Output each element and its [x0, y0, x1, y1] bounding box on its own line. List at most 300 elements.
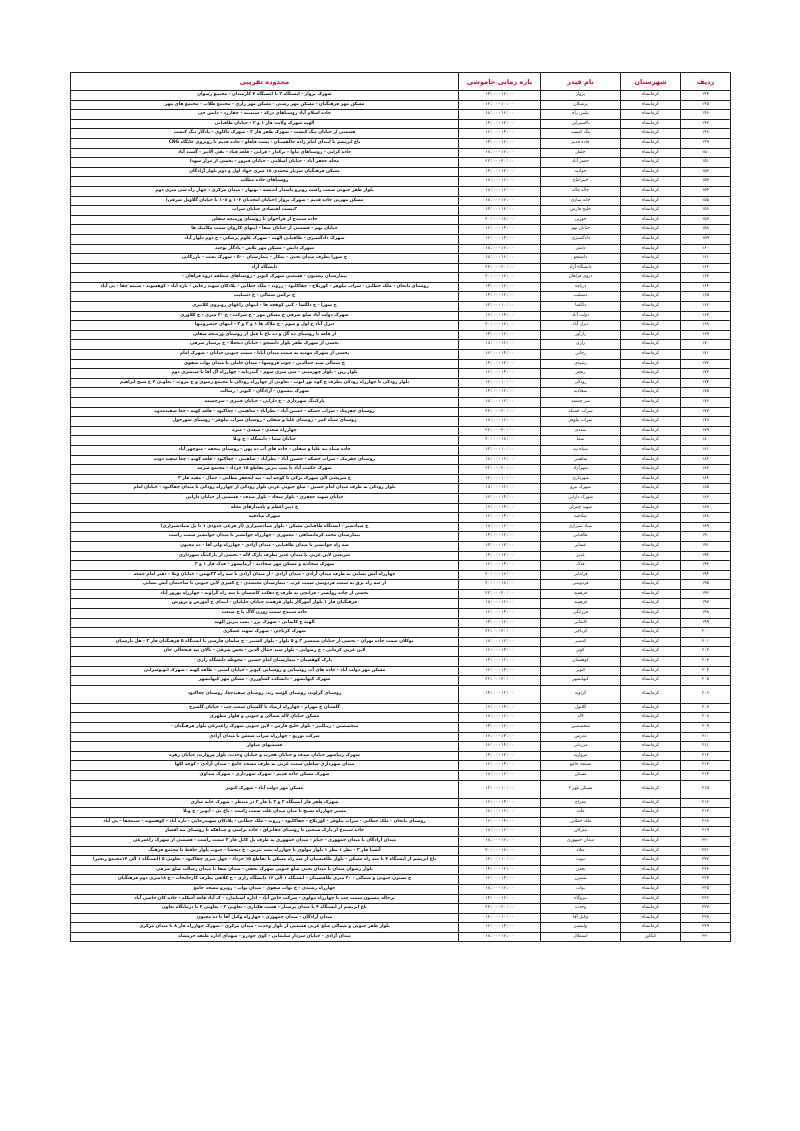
row-area: توکلان سمت جاده تهران - بخشی از خیابان شمشیر ۲ و ۵ بلوار - بلوار کسنبر - خ سلمان فارسی تا ایستگاه ۵ فرهنگیان فاز ۲ - هل پارسیان: [71, 637, 459, 647]
row-index: ۱۷۶: [681, 398, 731, 408]
row-city: کرمانشاه: [621, 551, 681, 561]
table-row: [71, 350, 731, 360]
table-row: [71, 330, 731, 340]
row-area: چهارراه رشیدی - خ نواب صفوی - میدان نواب - روبرو مسجد جامع: [71, 884, 459, 894]
row-time: ۱۴:۰۰-۱۲:۰۰: [459, 119, 541, 129]
row-city: کرمانشاه: [621, 618, 681, 628]
row-area: مسکن مهرنی جاده قدیم - شهرک پرواز (خیابان امجدیان ۱۰۶ و ۱۰۸ تا خیابان گلاویل شرقی): [71, 196, 459, 206]
row-area: ۲بیست اقتصادی خیابان سراب: [71, 206, 459, 216]
row-feeder: دروی فراهان: [541, 273, 621, 283]
table-row: [71, 225, 731, 235]
row-area: بخشی از جاده روانسر - فرانچی به طرف خ دهکده کاشسان تا سه راه گراونه - چهارراه نوروز آباد: [71, 589, 459, 599]
row-city: کرمانشاه: [621, 196, 681, 206]
row-feeder: صادقیه: [541, 513, 621, 523]
row-feeder: رنجبر: [541, 369, 621, 379]
row-index: ۲۲۶: [681, 894, 731, 904]
row-feeder: چاله چاله: [541, 186, 621, 196]
row-index: ۱۵۴: [681, 186, 731, 196]
row-city: کرمانشاه: [621, 703, 681, 713]
table-row: [71, 119, 731, 129]
table-row: [71, 110, 731, 120]
row-area: پارکینگ شهرداری - خ دارایی - خیابان قنبری - سرچشمه: [71, 398, 459, 408]
row-area: جاده سنندج از پارک صنعتی تا روستای چقاتراق - جاده تراسی و سیاهکه تا روستای تپه اقشار: [71, 827, 459, 837]
row-area: شریعتی لاین غربی تا میدان غدیر بطرف پارک لاله - بخشی از پارکینگ شهرداری: [71, 551, 459, 561]
row-area: چهارراه سعدی - سعدی - منزه: [71, 426, 459, 436]
row-area: پارک کوهستان - بیمارستان امام حسین - محوطه دانشگاه رازی: [71, 657, 459, 667]
table-row: [71, 474, 731, 484]
table-row: [71, 532, 731, 542]
row-feeder: نواب: [541, 884, 621, 894]
row-area: خ شورا بطرف میدان تختی - تمکار - بیمارستان ۵۰۰ - شهرک بعثت - بازرگانی: [71, 254, 459, 264]
row-city: کرمانشاه: [621, 647, 681, 657]
row-feeder: شهرآزاد: [541, 465, 621, 475]
table-row: [71, 177, 731, 187]
row-index: ۲۲۷: [681, 904, 731, 914]
row-city: کرمانشاه: [621, 884, 681, 894]
row-area: بخشی از شهرک مهدیه به سمت میدان آبانا - سمت جنوبی خیابان - شهرک امام: [71, 350, 459, 360]
row-area: بلوار ظفر جنوبی سمت راست روبرو پاسدار اندیشه - نوبهار - میدان مرکزی - چهار راه سی متری دوم: [71, 186, 459, 196]
row-time: ۱۸:۰۰-۱۶:۰۰: [459, 417, 541, 427]
row-time: ۲۰:۰۰-۱۸:۰۰: [459, 570, 541, 580]
row-time: ۱۴:۰۰-۱۲:۰۰: [459, 282, 541, 292]
row-city: کنگاور: [621, 932, 681, 942]
row-time: ۱۴:۰۰-۱۲:۰۰: [459, 167, 541, 177]
row-time: ۱۶:۰۰-۱۴:۰۰: [459, 923, 541, 933]
row-feeder: مسجد جامع: [541, 761, 621, 771]
row-index: ۱۵۲: [681, 167, 731, 177]
row-area: الهیه خ کاشانی - شهرک ترز - پمپ بنزین الهیه: [71, 618, 459, 628]
row-area: گلستان خ مهرام - چهارراه ارشاد تا گلستان سمت چپ - خیابان گلسرخ: [71, 703, 459, 713]
row-feeder: کوثر: [541, 647, 621, 657]
table-row: [71, 196, 731, 206]
table-row: [71, 484, 731, 494]
row-feeder: ملک خطابی: [541, 817, 621, 827]
row-feeder: فرهمند: [541, 599, 621, 609]
table-row: [71, 808, 731, 818]
table-row: [71, 167, 731, 177]
row-area: خ دبیر اعظم و پاسدارهای محله: [71, 503, 459, 513]
row-feeder: پلیس راه: [541, 110, 621, 120]
row-area: خ شمالی سید جمالدین - چوب فروشها - میدان جلیلی تا میدان نواب صفوی: [71, 359, 459, 369]
row-time: ۱۶:۰۰-۱۴:۰۰: [459, 129, 541, 139]
row-city: کرمانشاه: [621, 522, 681, 532]
table-row: [71, 761, 731, 771]
row-city: کرمانشاه: [621, 129, 681, 139]
row-index: ۱۸۲: [681, 455, 731, 465]
row-feeder: مسکن مهر ۲: [541, 780, 621, 798]
row-area: خ شریعتی الی شهرک ترکی تا کوچه ابه - تپه ابجعفر مطلبی - جمال - مقید فاز ۲: [71, 474, 459, 484]
row-time: ۲۲:۰۰-۲۰:۰۰: [459, 589, 541, 599]
table-row: [71, 884, 731, 894]
table-row: [71, 723, 731, 733]
row-city: کرمانشاه: [621, 282, 681, 292]
row-index: ۲۰۸: [681, 713, 731, 723]
table-row: [71, 599, 731, 609]
header-feeder: نام فیدر: [541, 73, 621, 91]
table-row: [71, 158, 731, 168]
row-feeder: مسکن: [541, 770, 621, 780]
row-index: ۲۲۳: [681, 865, 731, 875]
row-feeder: طاقبانی: [541, 532, 621, 542]
row-area: میدان شهرداری سلطی سمت غربی به طرف مسجد جامع - میدان آزادی - کوچه لکها: [71, 761, 459, 771]
row-city: کرمانشاه: [621, 263, 681, 273]
row-feeder: مدرس: [541, 732, 621, 742]
row-city: کرمانشاه: [621, 589, 681, 599]
row-index: ۲۱۴: [681, 770, 731, 780]
row-area: خیابان شهید جعفری - بلوار سجاد - بلوار صدف - قسمتی از خیابان دارایی: [71, 493, 459, 503]
row-index: ۱۶۵: [681, 292, 731, 302]
row-index: ۲۱۰: [681, 732, 731, 742]
row-area: روستای سیاه کمر - روستای علیا و سفلی - روستای سراب نیلوفر - روستای شورجول: [71, 417, 459, 427]
table-row: [71, 657, 731, 667]
row-index: ۱۹۰: [681, 532, 731, 542]
row-time: ۱۸:۰۰-۱۶:۰۰: [459, 398, 541, 408]
row-index: ۱۸۴: [681, 474, 731, 484]
row-city: کرمانشاه: [621, 474, 681, 484]
row-city: کرمانشاه: [621, 369, 681, 379]
table-row: [71, 388, 731, 398]
header-area: محدوده تقریبی: [71, 73, 459, 91]
row-area: برحاله بیستون سمت چپ تا چهارراه مولوی - شرکت خاص آباد - اداره استاندارد - ک آباد قلعه آسکله - جاده کان حاصی آباد: [71, 894, 459, 904]
table-row: [71, 732, 731, 742]
row-area: شهرک دولت آباد ضلع شرقی خ مسکن مهر - خ شرکت - خ ۲۰ متری - خ کلاوری: [71, 311, 459, 321]
row-feeder: تنگ کنشت: [541, 129, 621, 139]
row-feeder: سراب خشکه: [541, 407, 621, 417]
row-time: ۱۴:۰۰-۱۲:۰۰: [459, 551, 541, 561]
row-city: کرمانشاه: [621, 398, 681, 408]
row-time: ۱۴:۰۰-۱۲:۰۰: [459, 91, 541, 101]
outage-schedule-sheet: [70, 72, 730, 942]
row-time: ۱۸:۰۰-۱۶:۰۰: [459, 522, 541, 532]
row-city: کرمانشاه: [621, 846, 681, 856]
table-row: [71, 129, 731, 139]
row-index: ۲۲۱: [681, 846, 731, 856]
row-index: ۱۷۳: [681, 369, 731, 379]
table-row: [71, 378, 731, 388]
row-city: کرمانشاه: [621, 599, 681, 609]
row-feeder: وحدت: [541, 904, 621, 914]
table-row: [71, 904, 731, 914]
row-feeder: متخصصین: [541, 723, 621, 733]
row-area: مسکن فرهنگیان سرباز محمدی ۱۸ متری جهاد اول و دوم بلوار آزادگان: [71, 167, 459, 177]
row-time: ۱۸:۰۰-۱۶:۰۰: [459, 637, 541, 647]
row-city: کرمانشاه: [621, 751, 681, 761]
row-feeder: استقلال: [541, 932, 621, 942]
row-city: کرمانشاه: [621, 561, 681, 571]
row-feeder: کرناچی: [541, 628, 621, 638]
row-time: ۱۲:۰۰-۱۰:۰۰: [459, 474, 541, 484]
row-feeder: سجادیه: [541, 388, 621, 398]
row-index: ۱۶۹: [681, 330, 731, 340]
row-time: ۱۸:۰۰-۱۶:۰۰: [459, 770, 541, 780]
row-time: ۱۴:۰۰-۱۲:۰۰: [459, 865, 541, 875]
row-index: ۱۹۲: [681, 551, 731, 561]
row-area: شهرک کیهانشهر - دانشکده کشاورزی - مسکن مهر کیهانشهر: [71, 676, 459, 686]
row-index: ۱۴۹: [681, 138, 731, 148]
row-feeder: شهرک دارایی: [541, 493, 621, 503]
row-feeder: جعفر آباد: [541, 158, 621, 168]
row-city: کرمانشاه: [621, 913, 681, 923]
row-feeder: فردوسی: [541, 580, 621, 590]
row-feeder: راژآور: [541, 330, 621, 340]
row-time: ۱۶:۰۰-۱۴:۰۰: [459, 647, 541, 657]
row-city: کرمانشاه: [621, 407, 681, 417]
table-row: [71, 417, 731, 427]
row-area: آتشیا فاز ۳ - نظر ۱ نظر ۱ بلوار مولوی تا چهارراه پمپ بنزین - خ دبخشا - جنوب بلوار حافظ تا مجتمع فرهنگ: [71, 846, 459, 856]
table-row: [71, 244, 731, 254]
row-index: ۲۲۲: [681, 856, 731, 866]
table-row: [71, 321, 731, 331]
row-feeder: فدک: [541, 561, 621, 571]
row-area: شهرک کرناچی - شهرک شهید عسکری: [71, 628, 459, 638]
row-index: ۱۹۷: [681, 599, 731, 609]
table-row: [71, 465, 731, 475]
row-time: ۱۶:۰۰-۱۴:۰۰: [459, 742, 541, 752]
row-index: ۱۹۴: [681, 570, 731, 580]
table-row: [71, 398, 731, 408]
row-time: ۱۸:۰۰-۱۶:۰۰: [459, 254, 541, 264]
row-index: ۱۵۷: [681, 215, 731, 225]
row-area: خ ترکمن شمالی - خ دستلیب: [71, 292, 459, 302]
table-row: [71, 618, 731, 628]
row-time: ۱۴:۰۰-۱۲:۰۰: [459, 541, 541, 551]
row-area: بیمارستان محمد کرمانشاهی - معموری - چهارراه جوانشیر تا میدان جوانشیر سمت راست: [71, 532, 459, 542]
table-row: [71, 455, 731, 465]
row-index: ۲۰۹: [681, 723, 731, 733]
row-area: شهرک مسکن جاده قدیم - شهرک شهرداری - شهرک صداوی: [71, 770, 459, 780]
row-area: بیمارستان بیستون - قسمتی شهرک کیوبز - روستاهای منطقه دروه فراهان -: [71, 273, 459, 283]
table-row: [71, 836, 731, 846]
row-time: ۱۴:۰۰-۱۲:۰۰: [459, 657, 541, 667]
table-row: [71, 234, 731, 244]
row-time: ۱۴:۰۰-۱۲:۰۰: [459, 292, 541, 302]
row-index: ۲۰۷: [681, 703, 731, 713]
row-feeder: غدیر: [541, 551, 621, 561]
row-area: شهرک ظفر فاز ایستگاه ۲ و ۳ تا فاز ۲ در منتظر - شهرک خانه سازی: [71, 798, 459, 808]
row-city: کرمانشاه: [621, 676, 681, 686]
row-time: ۱۴:۰۰-۱۲:۰۰: [459, 330, 541, 340]
row-index: ۲۱۶: [681, 798, 731, 808]
row-city: کرمانشاه: [621, 225, 681, 235]
row-index: ۱۷۷: [681, 407, 731, 417]
table-row: [71, 551, 731, 561]
table-row: [71, 426, 731, 436]
row-feeder: میرکان: [541, 827, 621, 837]
table-row: [71, 856, 731, 866]
row-feeder: دانشگاه آزاد: [541, 263, 621, 273]
table-row: [71, 206, 731, 216]
row-index: ۱۹۸: [681, 609, 731, 619]
row-city: کرمانشاه: [621, 817, 681, 827]
row-area: بلوار زین - بلوار چهرمینی - سی متری سوم - گندزنانه - چهارراه آل آقا تا سیمتری دوم: [71, 369, 459, 379]
row-time: ۲۰:۰۰-۱۸:۰۰: [459, 273, 541, 283]
row-city: کرمانشاه: [621, 836, 681, 846]
row-index: ۱۸۸: [681, 513, 731, 523]
row-index: ۲۱۹: [681, 827, 731, 837]
row-time: ۱۸:۰۰-۱۶:۰۰: [459, 244, 541, 254]
row-time: ۱۶:۰۰-۱۴:۰۰: [459, 234, 541, 244]
row-feeder: شاهینی: [541, 455, 621, 465]
header-time: بازه زمانی خاموشی: [459, 73, 541, 91]
table-row: [71, 932, 731, 942]
table-row: [71, 827, 731, 837]
row-time: ۱۴:۰۰-۱۲:۰۰: [459, 532, 541, 542]
row-area: شهرک دانش - مسکن مهر تلاش - یادگار توحید: [71, 244, 459, 254]
row-area: جاده سیاه بید علیا و سفلی - جاده های آب ده پهن - روستای بیجقه - منوچهر آباد: [71, 445, 459, 455]
row-time: ۱۸:۰۰-۱۶:۰۰: [459, 713, 541, 723]
row-index: ۲۱۸: [681, 817, 731, 827]
row-time: ۱۶:۰۰-۱۴:۰۰: [459, 561, 541, 571]
row-area: باغ ابریشم از ایستگاه ۴ تا سه راه مسکن - بلوار طاقبستان از سه راه مسکن تا تقاطع ۱۵ خرداد - جهل متری چقاکبود - تعاونی ۵ (ایستگاه ۱ الی ۱۴مجتمع رنجبر): [71, 856, 459, 866]
table-row: [71, 751, 731, 761]
row-area: دیزل آباد خ اول و سوم - خ ملاک ها ۱ و ۲ و ۳ - انتهای چیغنرونیها: [71, 321, 459, 331]
row-area: جاده کرانی - روستاهای ماوا - برکدار - قرانی - قلعه قیاد - نقی الاتیر - گسند آباد: [71, 148, 459, 158]
row-time: ۱۸:۰۰-۱۶:۰۰: [459, 884, 541, 894]
table-row: [71, 445, 731, 455]
row-index: ۱۶۲: [681, 263, 731, 273]
row-city: کرمانشاه: [621, 215, 681, 225]
row-area: شهرک سجادیه و مسکن مهر سجادیه - آرمانشهر - فدک فاز ۱ و ۲: [71, 561, 459, 571]
row-area: بلوار ظفر جنوبی و شمالی ضلع غربی قسمتی از بلوار وحدت - میدان مرکزی - شهرک چهارراه فاز ۸ تا میدان مرکزی: [71, 923, 459, 933]
row-index: ۱۶۳: [681, 273, 731, 283]
row-feeder: دریاچه: [541, 282, 621, 292]
row-city: کرمانشاه: [621, 455, 681, 465]
row-index: ۱۷۰: [681, 340, 731, 350]
row-city: کرمانشاه: [621, 761, 681, 771]
table-row: [71, 589, 731, 599]
row-index: ۱۷۸: [681, 417, 731, 427]
row-feeder: نبوت: [541, 856, 621, 866]
row-city: کرمانشاه: [621, 167, 681, 177]
row-feeder: کسنبر: [541, 637, 621, 647]
row-city: کرمانشاه: [621, 808, 681, 818]
row-area: شهرک بیستون - آزادگان - کیوبز - رسالت: [71, 388, 459, 398]
row-feeder: مروارید: [541, 751, 621, 761]
row-time: ۱۶:۰۰-۱۴:۰۰: [459, 369, 541, 379]
row-area: شهرک حکمت آباد تا پمپ بنزین تقاطع ۱۵ خرداد - مجتمع سرمه: [71, 465, 459, 475]
row-time: ۱۸:۰۰-۱۶:۰۰: [459, 484, 541, 494]
row-city: کرمانشاه: [621, 856, 681, 866]
row-area: جاده سنندج سمت روزن گاگ تا خ صنعت: [71, 609, 459, 619]
row-area: بلوار رودکی به طرف میدان امام حسین - ضلع جنوبی غربی بلوار رودکی از چهارراه رودکی تا میدان چقاکبود - خیابان امام: [71, 484, 459, 494]
row-feeder: شهید چمران: [541, 503, 621, 513]
row-city: کرمانشاه: [621, 388, 681, 398]
row-time: ۱۶:۰۰-۱۴:۰۰: [459, 609, 541, 619]
row-area: از قلعه تا روستای ده گل و ده باغ تا قبل از روستای ورمنجه سفلی: [71, 330, 459, 340]
row-area: روستای چقرمک - سراب خشکه - حسین آباد - نظرآباد - شاهینی - چغاکبود - قلعه کهنه - چغا سفید دوده: [71, 455, 459, 465]
table-row: [71, 703, 731, 713]
row-feeder: وکیل آقا: [541, 913, 621, 923]
header-city: شهرستان: [621, 73, 681, 91]
row-time: ۱۴:۰۰-۱۲:۰۰: [459, 618, 541, 628]
row-index: ۲۰۱: [681, 637, 731, 647]
row-time: ۱۸:۰۰-۱۶:۰۰: [459, 148, 541, 158]
row-feeder: تاکسیرانی: [541, 119, 621, 129]
table-row: [71, 798, 731, 808]
row-feeder: خیابان نهم: [541, 225, 621, 235]
row-time: ۲۰:۰۰-۱۸:۰۰: [459, 846, 541, 856]
row-feeder: سعدی: [541, 426, 621, 436]
row-city: کرمانشاه: [621, 770, 681, 780]
row-index: ۱۹۶: [681, 589, 731, 599]
row-area: لاین غربی کرمانی - خ رضوانی - بلوار سید جمال الدین - بخش شرقی - بالای تپه قنجعالی خان: [71, 647, 459, 657]
row-city: کرمانشاه: [621, 119, 681, 129]
row-index: ۱۸۵: [681, 484, 731, 494]
row-area: روستاهای جاده مطلب: [71, 177, 459, 187]
row-index: ۲۲۰: [681, 836, 731, 846]
table-row: [71, 865, 731, 875]
row-feeder: خلیج فارس: [541, 206, 621, 216]
row-area: روستای بابخان - ملک خطابی - سراب نیلوفر - کوزیلاخ - چقاکلبود - رزوند - ملک خطابی - پلادکان شهید رجایی - تازه آباد - کوهسوند - سیمه چقا - پی آباد: [71, 282, 459, 292]
row-feeder: نسترن: [541, 875, 621, 885]
row-time: ۱۲:۰۰-۱۰:۰۰: [459, 780, 541, 798]
row-time: ۲۲:۰۰-۲۰:۰۰: [459, 263, 541, 273]
row-city: کرمانشاه: [621, 311, 681, 321]
row-city: کرمانشاه: [621, 302, 681, 312]
row-area: روستای چقرمک - سراب خشکه - حسین آباد - نظرآباد - شاهینی - چغاکبود - قلعه کهنه - چغا سفیدمدوه: [71, 407, 459, 417]
row-city: کرمانشاه: [621, 273, 681, 283]
row-index: ۲۰۶: [681, 685, 731, 703]
row-city: کرمانشاه: [621, 493, 681, 503]
table-row: [71, 138, 731, 148]
row-area: بلوار رضوان میدان تا میدان تختی ضلع جنوبی شهرک نجفی - میدان شفا تا میدان رسالت ضلع شرقی: [71, 865, 459, 875]
row-area: دانشگاه آزاد: [71, 263, 459, 273]
table-header-row: [71, 73, 731, 91]
row-city: کرمانشاه: [621, 827, 681, 837]
table-row: [71, 292, 731, 302]
row-city: کرمانشاه: [621, 732, 681, 742]
row-time: ۱۸:۰۰-۱۶:۰۰: [459, 836, 541, 846]
row-city: کرمانشاه: [621, 875, 681, 885]
row-area: مسیر چهارراه بسیج تا میان میدان علت سمت راست - باغ نی - ابونر - خ ویلا: [71, 808, 459, 818]
row-time: ۲۰:۰۰-۱۸:۰۰: [459, 321, 541, 331]
row-city: کرمانشاه: [621, 110, 681, 120]
row-feeder: فرامانی: [541, 570, 621, 580]
row-index: ۱۵۶: [681, 206, 731, 216]
row-time: ۱۸:۰۰-۱۶:۰۰: [459, 196, 541, 206]
row-area: فرهنگیان فاز ۱ بلوار آموزگار بلوار فرهمند خیابان جلیلیان - ابتدای خ آموزش و پرورش: [71, 599, 459, 609]
row-time: ۱۶:۰۰-۱۴:۰۰: [459, 493, 541, 503]
row-time: ۱۲:۰۰-۱۰:۰۰: [459, 302, 541, 312]
table-row: [71, 913, 731, 923]
table-row: [71, 561, 731, 571]
row-index: ۲۲۹: [681, 923, 731, 933]
row-city: کرمانشاه: [621, 637, 681, 647]
row-area: میدان آزادی - خیابان سردار سلیمانی - کوی خودرو - شهدای اداره طبقه خرمشاه: [71, 932, 459, 942]
table-row: [71, 263, 731, 273]
row-index: ۱۸۷: [681, 503, 731, 513]
table-row: [71, 817, 731, 827]
row-feeder: گلابول: [541, 703, 621, 713]
row-time: ۱۲:۰۰-۱۰:۰۰: [459, 913, 541, 923]
row-time: ۱۸:۰۰-۱۶:۰۰: [459, 808, 541, 818]
row-index: ۲۱۲: [681, 751, 731, 761]
row-feeder: جوادیه: [541, 167, 621, 177]
row-area: شرکت توزیع - چهارراه ضراب شمس تا میدان آزادی: [71, 732, 459, 742]
row-area: باغ ابریشم تا ابتدای امام زاده خالقستان - پشت قافلو - جاده قدیم تا روبروی جایگاه CNG: [71, 138, 459, 148]
row-feeder: رشیدی: [541, 359, 621, 369]
row-time: ۱۴:۰۰-۱۲:۰۰: [459, 388, 541, 398]
row-index: ۲۱۷: [681, 808, 731, 818]
row-area: متخصصین - زینالتبر - بلوار خلیج فارس - لاین جنوبی شهرک زاغمرغی بلوار فرهنگیان -: [71, 723, 459, 733]
row-feeder: دانش: [541, 244, 621, 254]
row-index: ۱۴۸: [681, 129, 731, 139]
row-area: شهرک صادقیه: [71, 513, 459, 523]
row-index: ۱۴۷: [681, 119, 731, 129]
row-index: ۲۳۰: [681, 932, 731, 942]
table-row: [71, 742, 731, 752]
row-index: ۱۷۹: [681, 426, 731, 436]
